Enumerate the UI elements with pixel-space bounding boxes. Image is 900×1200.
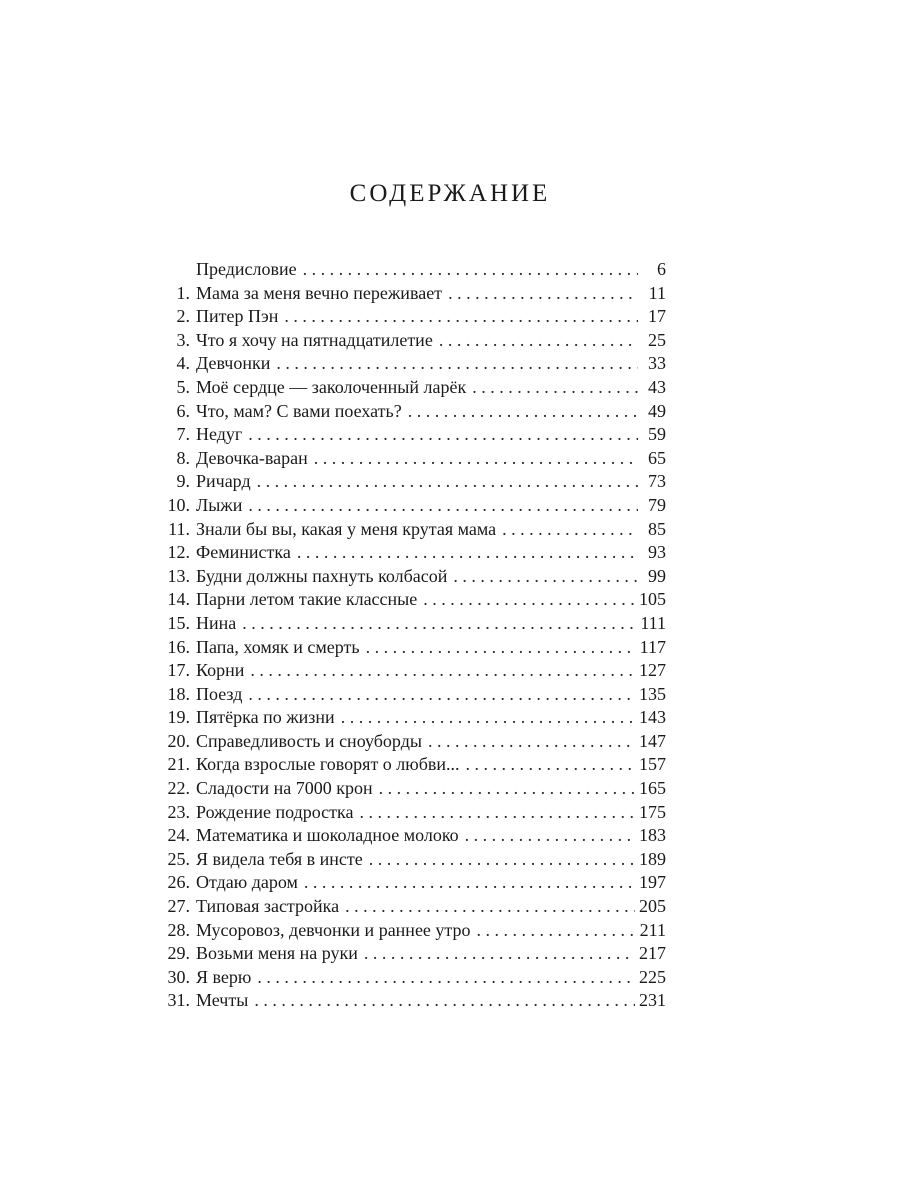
toc-entry-page-number: 65	[648, 447, 666, 468]
toc-entry-page-number: 211	[639, 919, 666, 940]
toc-entry-number: 5.	[176, 376, 190, 397]
dot-leader	[254, 989, 635, 1013]
toc-entry	[160, 447, 666, 471]
toc-entry-title: Недуг	[196, 424, 243, 445]
toc-entry-number: 17.	[167, 660, 190, 681]
dot-leader	[297, 541, 638, 565]
dot-leader	[303, 258, 638, 282]
toc-entry-title: Предисловие	[196, 259, 297, 279]
toc-entry-page-number: 157	[639, 754, 666, 775]
dot-leader	[248, 423, 638, 447]
toc-entry-number: 9.	[176, 471, 190, 492]
toc-entry-page-number: 59	[648, 424, 666, 445]
toc-entry-page-number: 135	[639, 683, 666, 704]
toc-entry	[160, 423, 666, 447]
dot-leader	[448, 282, 638, 306]
toc-entry-title: Математика и шоколадное молоко	[196, 825, 459, 846]
toc-entry-page-number: 85	[648, 518, 666, 539]
toc-entry	[160, 541, 666, 565]
toc-entry-page-number: 127	[639, 660, 666, 681]
toc-entry-page-number: 11	[648, 282, 666, 303]
toc-entry-title: Я видела тебя в инсте	[196, 848, 363, 869]
toc-entry-number: 29.	[167, 943, 190, 964]
toc-entry-page-number: 147	[639, 730, 666, 751]
toc-entry-number: 16.	[167, 636, 190, 657]
toc-entry	[160, 329, 666, 353]
toc-entry-number: 2.	[176, 306, 190, 327]
toc-entry	[160, 565, 666, 589]
toc-entry-number: 4.	[176, 353, 190, 374]
dot-leader	[453, 565, 638, 589]
toc-entry	[160, 683, 666, 707]
toc-entry-page-number: 165	[639, 778, 666, 799]
toc-entry-page-number: 6	[657, 259, 666, 279]
toc-entry-title: Моё сердце — заколоченный ларёк	[196, 376, 467, 397]
dot-leader	[304, 871, 635, 895]
toc-entry	[160, 777, 666, 801]
dot-leader	[242, 612, 636, 636]
dot-leader	[364, 942, 635, 966]
toc-entry-number: 27.	[167, 896, 190, 917]
toc-entry-page-number: 205	[639, 896, 666, 917]
toc-entry-page-number: 25	[648, 329, 666, 350]
toc-entry-page-number: 99	[648, 565, 666, 586]
dot-leader	[466, 753, 635, 777]
toc-entry-number: 22.	[167, 778, 190, 799]
toc-entry-number: 6.	[176, 400, 190, 421]
toc-entry-number: 24.	[167, 825, 190, 846]
dot-leader	[248, 494, 638, 518]
toc-entry-page-number: 105	[639, 589, 666, 610]
toc-entry	[160, 494, 666, 518]
toc-entry-page-number: 189	[639, 848, 666, 869]
toc-entry-title: Поезд	[196, 683, 243, 704]
page-title: СОДЕРЖАНИЕ	[349, 180, 551, 207]
toc-entry-page-number: 79	[648, 494, 666, 515]
toc-entry	[160, 258, 666, 282]
toc-entry-page-number: 143	[639, 707, 666, 728]
dot-leader	[341, 706, 635, 730]
toc-entry	[160, 942, 666, 966]
toc-entry	[160, 282, 666, 306]
toc-entry-title: Мусоровоз, девчонки и раннее утро	[196, 919, 471, 940]
dot-leader	[379, 777, 635, 801]
dot-leader	[360, 801, 636, 825]
dot-leader	[477, 919, 636, 943]
toc-entry-title: Мама за меня вечно переживает	[196, 282, 443, 303]
toc-entry-number: 3.	[176, 329, 190, 350]
toc-entry-number: 11.	[168, 518, 190, 539]
dot-leader	[439, 329, 638, 353]
toc-entry-title: Нина	[196, 612, 237, 633]
toc-entry-title: Знали бы вы, какая у меня крутая мама	[196, 518, 497, 539]
dot-leader	[345, 895, 635, 919]
dot-leader	[428, 730, 635, 754]
toc-entry	[160, 636, 666, 660]
toc-entry-title: Сладости на 7000 крон	[196, 778, 373, 799]
toc-entry-number: 14.	[167, 589, 190, 610]
toc-entry	[160, 919, 666, 943]
toc-entry-page-number: 217	[639, 943, 666, 964]
toc-entry-number: 18.	[167, 683, 190, 704]
toc-entry-page-number: 231	[639, 990, 666, 1011]
toc-entry-title: Ричард	[196, 471, 251, 492]
dot-leader	[465, 824, 635, 848]
toc-entry-number: 1.	[176, 282, 190, 303]
toc-entry-number: 10.	[167, 494, 190, 515]
toc-entry-title: Типовая застройка	[196, 896, 340, 917]
toc-entry	[160, 848, 666, 872]
toc-entry-number: 31.	[167, 990, 190, 1011]
toc-entry-title: Будни должны пахнуть колбасой	[196, 565, 448, 586]
toc-entry	[160, 588, 666, 612]
toc-entry	[160, 966, 666, 990]
dot-leader	[250, 659, 635, 683]
toc-entry-title: Девчонки	[196, 353, 271, 374]
dot-leader	[502, 518, 638, 542]
dot-leader	[408, 400, 638, 424]
toc-entry	[160, 659, 666, 683]
toc-entry-page-number: 111	[640, 612, 666, 633]
toc-entry-title: Пятёрка по жизни	[196, 707, 335, 728]
toc-entry-title: Девочка-варан	[196, 447, 308, 468]
toc-entry-title: Рождение подростка	[196, 801, 354, 822]
toc-entry-page-number: 17	[648, 306, 666, 327]
toc-entry-page-number: 197	[639, 872, 666, 893]
toc-entry-page-number: 183	[639, 825, 666, 846]
toc-entry	[160, 376, 666, 400]
dot-leader	[284, 305, 638, 329]
toc-entry-title: Корни	[196, 660, 245, 681]
toc-entry	[160, 305, 666, 329]
toc-entry	[160, 470, 666, 494]
toc-entry	[160, 706, 666, 730]
toc-entry-title: Парни летом такие классные	[196, 589, 418, 610]
toc-entry-number: 7.	[176, 424, 190, 445]
toc-entry	[160, 824, 666, 848]
toc-entry	[160, 753, 666, 777]
toc-entry-number: 30.	[167, 966, 190, 987]
toc-entry	[160, 895, 666, 919]
toc-entry	[160, 989, 666, 1013]
toc-entry-page-number: 93	[648, 542, 666, 563]
toc-entry-number: 8.	[176, 447, 190, 468]
dot-leader	[472, 376, 638, 400]
toc-entry-number: 23.	[167, 801, 190, 822]
table-of-contents	[160, 258, 666, 1013]
toc-entry-page-number: 43	[648, 376, 666, 397]
toc-entry-number: 28.	[167, 919, 190, 940]
dot-leader	[257, 966, 635, 990]
dot-leader	[423, 588, 635, 612]
dot-leader	[369, 848, 635, 872]
toc-entry-title: Что, мам? С вами поехать?	[196, 400, 402, 421]
toc-entry-title: Возьми меня на руки	[196, 943, 358, 964]
toc-entry-number: 26.	[167, 872, 190, 893]
toc-entry-number: 25.	[167, 848, 190, 869]
toc-entry	[160, 801, 666, 825]
toc-entry-page-number: 117	[639, 636, 666, 657]
toc-entry-page-number: 49	[648, 400, 666, 421]
toc-entry-number: 13.	[167, 565, 190, 586]
toc-entry-page-number: 175	[639, 801, 666, 822]
dot-leader	[366, 636, 636, 660]
toc-entry-number: 19.	[167, 707, 190, 728]
toc-entry-title: Что я хочу на пятнадцатилетие	[196, 329, 433, 350]
toc-entry-title: Мечты	[196, 990, 249, 1011]
toc-entry-page-number: 225	[639, 966, 666, 987]
toc-entry	[160, 400, 666, 424]
dot-leader	[257, 470, 638, 494]
dot-leader	[314, 447, 638, 471]
toc-entry-number: 15.	[167, 612, 190, 633]
toc-entry-number: 20.	[167, 730, 190, 751]
toc-entry	[160, 518, 666, 542]
toc-entry-number: 21.	[167, 754, 190, 775]
toc-entry-title: Справедливость и сноуборды	[196, 730, 422, 751]
toc-entry-title: Феминистка	[196, 542, 291, 563]
toc-entry-title: Когда взрослые говорят о любви...	[196, 754, 460, 775]
dot-leader	[248, 683, 635, 707]
toc-entry-title: Я верю	[196, 966, 252, 987]
toc-entry	[160, 612, 666, 636]
toc-entry-title: Папа, хомяк и смерть	[196, 636, 360, 657]
toc-entry	[160, 730, 666, 754]
toc-entry-title: Лыжи	[196, 494, 243, 515]
toc-entry-page-number: 33	[648, 353, 666, 374]
toc-entry	[160, 352, 666, 376]
toc-entry-number: 12.	[167, 542, 190, 563]
dot-leader	[276, 352, 638, 376]
toc-entry	[160, 871, 666, 895]
toc-entry-page-number: 73	[648, 471, 666, 492]
toc-entry-title: Отдаю даром	[196, 872, 298, 893]
toc-entry-title: Питер Пэн	[196, 306, 279, 327]
